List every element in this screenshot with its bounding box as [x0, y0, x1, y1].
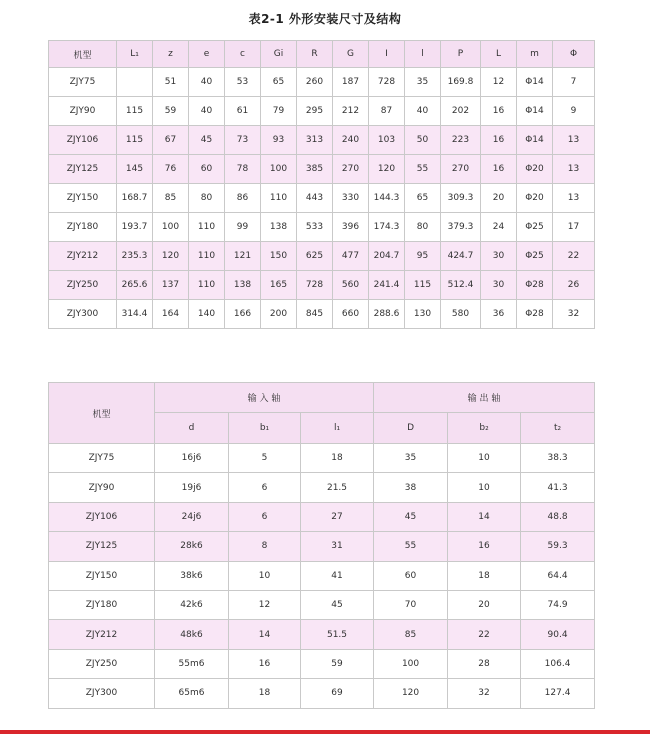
column-header: z [153, 41, 189, 68]
table-cell: 12 [481, 68, 517, 97]
table-cell: 12 [229, 590, 301, 619]
table-row [49, 502, 595, 531]
table-cell: 16 [481, 126, 517, 155]
table-cell: 76 [153, 155, 189, 184]
table-cell: 13 [553, 184, 595, 213]
table-cell: 90.4 [521, 620, 595, 649]
table-cell: 8 [229, 532, 301, 561]
table-cell: 313 [297, 126, 333, 155]
table-cell: 728 [297, 271, 333, 300]
table-cell: 138 [261, 213, 297, 242]
table-cell: 212 [333, 97, 369, 126]
table-cell: 50 [405, 126, 441, 155]
table-cell: 379.3 [441, 213, 481, 242]
table-cell: 295 [297, 97, 333, 126]
model-header: 机型 [49, 383, 155, 444]
table-row [49, 444, 595, 473]
table-cell: 60 [189, 155, 225, 184]
table-cell: 560 [333, 271, 369, 300]
table-row [49, 126, 595, 155]
table-cell: 26 [553, 271, 595, 300]
table-cell: 20 [481, 184, 517, 213]
table-cell: 55 [405, 155, 441, 184]
table-cell: 19j6 [155, 473, 229, 502]
table-cell: Φ28 [517, 271, 553, 300]
table-cell: 164 [153, 300, 189, 329]
table-cell: 28k6 [155, 532, 229, 561]
column-header: c [225, 41, 261, 68]
table-cell: 41.3 [521, 473, 595, 502]
table-cell: 16 [481, 155, 517, 184]
column-header: L [481, 41, 517, 68]
table-cell: 20 [448, 590, 521, 619]
table-cell: 65 [261, 68, 297, 97]
model-cell: ZJY75 [49, 444, 155, 473]
table-cell: 35 [374, 444, 448, 473]
table-cell: 110 [189, 271, 225, 300]
table-cell: 100 [261, 155, 297, 184]
table-cell: Φ14 [517, 97, 553, 126]
table-row [49, 679, 595, 708]
table-cell: 10 [448, 473, 521, 502]
table-cell: 14 [448, 502, 521, 531]
table-cell: 9 [553, 97, 595, 126]
table-cell: Φ25 [517, 242, 553, 271]
column-header: R [297, 41, 333, 68]
table-cell: 200 [261, 300, 297, 329]
table-cell: 18 [301, 444, 374, 473]
table-cell: 10 [229, 561, 301, 590]
table-cell: 86 [225, 184, 261, 213]
model-cell: ZJY212 [49, 242, 117, 271]
output-shaft-header: 输 出 轴 [374, 383, 595, 413]
table-cell: 22 [448, 620, 521, 649]
table-cell: 168.7 [117, 184, 153, 213]
model-cell: ZJY180 [49, 213, 117, 242]
model-cell: ZJY300 [49, 679, 155, 708]
table-cell: 65m6 [155, 679, 229, 708]
model-cell: ZJY180 [49, 590, 155, 619]
table-row [49, 242, 595, 271]
column-header: b₂ [448, 413, 521, 444]
table-cell: 55 [374, 532, 448, 561]
table-cell: 533 [297, 213, 333, 242]
table-cell: 61 [225, 97, 261, 126]
table-cell: 64.4 [521, 561, 595, 590]
table-cell: 193.7 [117, 213, 153, 242]
column-header: e [189, 41, 225, 68]
shaft-table [48, 382, 595, 709]
table-cell: 309.3 [441, 184, 481, 213]
table-cell: 103 [369, 126, 405, 155]
column-header: Φ [553, 41, 595, 68]
table-cell: 728 [369, 68, 405, 97]
table-cell: 40 [189, 97, 225, 126]
table-cell: 120 [153, 242, 189, 271]
table-cell: 16 [481, 97, 517, 126]
column-header: P [441, 41, 481, 68]
table-cell: 22 [553, 242, 595, 271]
table-cell: 150 [261, 242, 297, 271]
table-cell: 18 [448, 561, 521, 590]
table-cell: 260 [297, 68, 333, 97]
table-cell: 241.4 [369, 271, 405, 300]
model-cell: ZJY90 [49, 473, 155, 502]
column-header: L₁ [117, 41, 153, 68]
table-cell: 65 [405, 184, 441, 213]
table-cell: 21.5 [301, 473, 374, 502]
table-cell: 99 [225, 213, 261, 242]
table-cell: 51 [153, 68, 189, 97]
table-cell: 40 [405, 97, 441, 126]
table-cell: Φ28 [517, 300, 553, 329]
table-cell: 87 [369, 97, 405, 126]
table-cell: 69 [301, 679, 374, 708]
table-cell: 42k6 [155, 590, 229, 619]
model-cell: ZJY150 [49, 184, 117, 213]
column-header: I [369, 41, 405, 68]
table-cell: 443 [297, 184, 333, 213]
table-cell: 625 [297, 242, 333, 271]
table-cell: 145 [117, 155, 153, 184]
table-cell: 41 [301, 561, 374, 590]
table-cell: 17 [553, 213, 595, 242]
model-cell: ZJY106 [49, 502, 155, 531]
model-cell: ZJY150 [49, 561, 155, 590]
table-cell: 137 [153, 271, 189, 300]
table-cell: 30 [481, 242, 517, 271]
table-cell: 31 [301, 532, 374, 561]
table-cell: 16 [448, 532, 521, 561]
table-cell: 580 [441, 300, 481, 329]
table-row [49, 590, 595, 619]
table-cell: 6 [229, 473, 301, 502]
table-cell: 24 [481, 213, 517, 242]
model-cell: ZJY75 [49, 68, 117, 97]
table-cell: 270 [441, 155, 481, 184]
model-cell: ZJY250 [49, 649, 155, 678]
column-header: G [333, 41, 369, 68]
table-cell: 7 [553, 68, 595, 97]
column-header: 机型 [49, 41, 117, 68]
model-cell: ZJY250 [49, 271, 117, 300]
table-cell: 32 [448, 679, 521, 708]
table-cell: 110 [189, 242, 225, 271]
table-cell: 270 [333, 155, 369, 184]
table-cell: 59 [153, 97, 189, 126]
table-cell: 130 [405, 300, 441, 329]
model-cell: ZJY90 [49, 97, 117, 126]
column-header: l₁ [301, 413, 374, 444]
table-cell: 187 [333, 68, 369, 97]
table-cell: 110 [189, 213, 225, 242]
column-header: d [155, 413, 229, 444]
table-cell: 138 [225, 271, 261, 300]
table-cell: 51.5 [301, 620, 374, 649]
table-cell: 115 [405, 271, 441, 300]
table-cell: 80 [189, 184, 225, 213]
table-cell: 115 [117, 97, 153, 126]
table-cell: 70 [374, 590, 448, 619]
table-cell: 204.7 [369, 242, 405, 271]
model-cell: ZJY106 [49, 126, 117, 155]
table-cell: 93 [261, 126, 297, 155]
table-row [49, 97, 595, 126]
table-cell: 40 [189, 68, 225, 97]
table-cell: 6 [229, 502, 301, 531]
table-cell: 67 [153, 126, 189, 155]
table-row [49, 532, 595, 561]
column-header: t₂ [521, 413, 595, 444]
column-header: b₁ [229, 413, 301, 444]
table-cell: 110 [261, 184, 297, 213]
footer-red-bar [0, 730, 650, 734]
table-cell: 100 [153, 213, 189, 242]
table-cell: 78 [225, 155, 261, 184]
table-cell: 385 [297, 155, 333, 184]
table-cell: 45 [301, 590, 374, 619]
table-cell: Φ14 [517, 126, 553, 155]
table-cell: 60 [374, 561, 448, 590]
table-cell: 477 [333, 242, 369, 271]
table-cell: 48.8 [521, 502, 595, 531]
table-cell: 330 [333, 184, 369, 213]
table-cell: 48k6 [155, 620, 229, 649]
table-cell: 169.8 [441, 68, 481, 97]
table-cell: 16j6 [155, 444, 229, 473]
table-cell: 10 [448, 444, 521, 473]
table-cell: 100 [374, 649, 448, 678]
table-row [49, 473, 595, 502]
table-cell: 59 [301, 649, 374, 678]
table-cell: 24j6 [155, 502, 229, 531]
table-cell: 73 [225, 126, 261, 155]
table-cell: 165 [261, 271, 297, 300]
table-cell: 127.4 [521, 679, 595, 708]
model-cell: ZJY212 [49, 620, 155, 649]
table-cell: 28 [448, 649, 521, 678]
table-cell: Φ20 [517, 184, 553, 213]
table-cell: 106.4 [521, 649, 595, 678]
table-cell: 95 [405, 242, 441, 271]
table-cell [117, 68, 153, 97]
table-cell: 55m6 [155, 649, 229, 678]
table-cell: 45 [374, 502, 448, 531]
table-cell: 79 [261, 97, 297, 126]
table-cell: 59.3 [521, 532, 595, 561]
table-header-row [49, 41, 595, 68]
table-cell: 16 [229, 649, 301, 678]
table-row [49, 300, 595, 329]
table-cell: 202 [441, 97, 481, 126]
table-cell: 166 [225, 300, 261, 329]
table-cell: 121 [225, 242, 261, 271]
page-title: 表2-1 外形安装尺寸及结构 [248, 12, 402, 26]
table-group-header-row [49, 383, 595, 413]
table-cell: 314.4 [117, 300, 153, 329]
table-row [49, 271, 595, 300]
table-cell: 53 [225, 68, 261, 97]
table-cell: 140 [189, 300, 225, 329]
column-header: D [374, 413, 448, 444]
input-shaft-header: 输 入 轴 [155, 383, 374, 413]
column-header: l [405, 41, 441, 68]
table-row [49, 649, 595, 678]
table-cell: 265.6 [117, 271, 153, 300]
table-cell: 38k6 [155, 561, 229, 590]
table-cell: 396 [333, 213, 369, 242]
table-cell: 288.6 [369, 300, 405, 329]
column-header: Gi [261, 41, 297, 68]
table-cell: 512.4 [441, 271, 481, 300]
table-cell: 32 [553, 300, 595, 329]
model-cell: ZJY300 [49, 300, 117, 329]
table-row [49, 620, 595, 649]
table-cell: 80 [405, 213, 441, 242]
table-cell: 240 [333, 126, 369, 155]
table-row [49, 561, 595, 590]
table-cell: 35 [405, 68, 441, 97]
table-cell: 14 [229, 620, 301, 649]
table-cell: 36 [481, 300, 517, 329]
table-row [49, 68, 595, 97]
table-cell: 235.3 [117, 242, 153, 271]
table-cell: 85 [374, 620, 448, 649]
table-cell: 5 [229, 444, 301, 473]
model-cell: ZJY125 [49, 532, 155, 561]
table-cell: 660 [333, 300, 369, 329]
table-cell: 223 [441, 126, 481, 155]
table-row [49, 184, 595, 213]
table-cell: Φ25 [517, 213, 553, 242]
table-cell: 27 [301, 502, 374, 531]
table-row [49, 155, 595, 184]
table-cell: 85 [153, 184, 189, 213]
table-cell: Φ14 [517, 68, 553, 97]
table-cell: 144.3 [369, 184, 405, 213]
table-row [49, 213, 595, 242]
table-cell: 74.9 [521, 590, 595, 619]
dimensions-table [48, 40, 595, 329]
table-cell: 45 [189, 126, 225, 155]
table-cell: 120 [374, 679, 448, 708]
table-cell: 424.7 [441, 242, 481, 271]
table-cell: 30 [481, 271, 517, 300]
table-cell: 845 [297, 300, 333, 329]
table-cell: 120 [369, 155, 405, 184]
table-cell: 18 [229, 679, 301, 708]
column-header: m [517, 41, 553, 68]
table-cell: Φ20 [517, 155, 553, 184]
table-cell: 13 [553, 155, 595, 184]
table-cell: 174.3 [369, 213, 405, 242]
table-cell: 38 [374, 473, 448, 502]
table-cell: 38.3 [521, 444, 595, 473]
table-cell: 13 [553, 126, 595, 155]
model-cell: ZJY125 [49, 155, 117, 184]
table-cell: 115 [117, 126, 153, 155]
